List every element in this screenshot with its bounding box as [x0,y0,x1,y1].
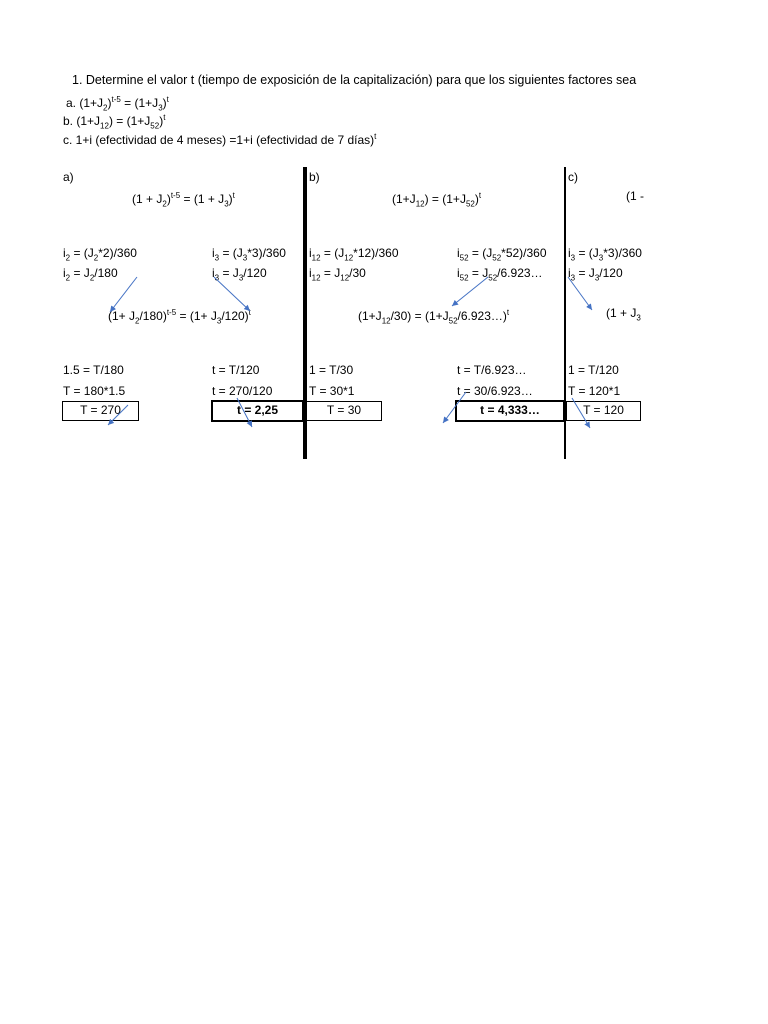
section-a-substitution: $(1+ J_2/180)^{t-5} = (1+ J_3/120)^t$ [108,308,251,326]
section-c-result-T: T = 120 [566,401,641,421]
section-a-result-t: t = 2,25 [211,400,304,422]
section-a-i2-simplified: $i_2 = J_2/180$ [63,266,118,283]
section-a-i3-simplified: $i_3 = J_3/120$ [212,266,267,283]
section-a-i2: $i_2 = (J_2*2)/360$ [63,246,137,263]
section-b-i52-simplified: $i_{52}$ = $J_{52}/6.923\dots$ [457,266,543,283]
section-a-equation: $(1 + J_2)^{t-5} = (1 + J_3)^t$ [132,191,235,209]
section-c-substitution: ($1 + J_3$ [606,306,641,323]
section-b-result-T: T = 30 [306,401,382,421]
arrow-b2 [443,392,466,423]
section-a-step4: t = 270/120 [212,384,273,398]
section-a-label: a) [63,170,74,184]
arrow-a4 [237,398,252,427]
section-b-i12: $i_{12} = (J_{12}*12)/360$ [309,246,399,263]
arrow-a1 [110,277,137,312]
section-b-i52: $i_{52} = (J_{52}*52)/360$ [457,246,547,263]
section-a-step2: T = 180*1.5 [63,384,126,398]
arrow-c1 [568,277,592,310]
section-c-i3: $i_3 = (J_3*3)/360$ [568,246,642,263]
section-c-i3-simplified: $i_3 = J_3/120$ [568,266,623,283]
section-a-step3: t = T/120 [212,363,260,377]
question-line: 1. Determine el valor t (tiempo de exposición de la capitalización) para que los siguientes factores sea [72,73,637,87]
arrow-a3 [108,405,128,425]
section-b-step2: T = 30*1 [309,384,355,398]
section-b-step1: 1 = T/30 [309,363,354,377]
section-c-label: c) [568,170,578,184]
question-c: c. 1+i (efectividad de 4 meses) =1+i (efectividad de 7 días)$^t$ [63,132,377,147]
section-a-i3: $i_3 = (J_3*3)/360$ [212,246,286,263]
question-a: a. $(1+J_2)^{t-5} = (1+J_3)^t$ [66,95,169,113]
section-a-result-T: T = 270 [62,401,139,421]
section-c-equation: (1 - [626,189,644,203]
arrow-a2 [214,277,250,311]
section-c-step1: 1 = T/120 [568,363,619,377]
section-c-step2: T = 120*1 [568,384,621,398]
section-b-result-t: t = 4,333… [455,400,565,422]
section-a-step1: 1.5 = T/180 [63,363,124,377]
section-b-step3: t = T/6.923… [457,363,527,377]
section-b-equation: $(1+J_{12}) = (1+J_{52})^t$ [392,191,482,209]
arrow-b1 [452,277,488,306]
section-b-i12-simplified: $i_{12} = J_{12}/30$ [309,266,366,283]
question-b: b. $(1+J_{12}) = (1+J_{52})^t$ [63,113,166,131]
section-b-substitution: $(1+J_{12}/30)$ = $(1+J_{52}/6.923\dots)^t$ [358,308,510,326]
section-b-label: b) [309,170,320,184]
arrow-c2 [572,398,590,428]
section-b-step4: t = 30/6.923… [457,384,533,398]
